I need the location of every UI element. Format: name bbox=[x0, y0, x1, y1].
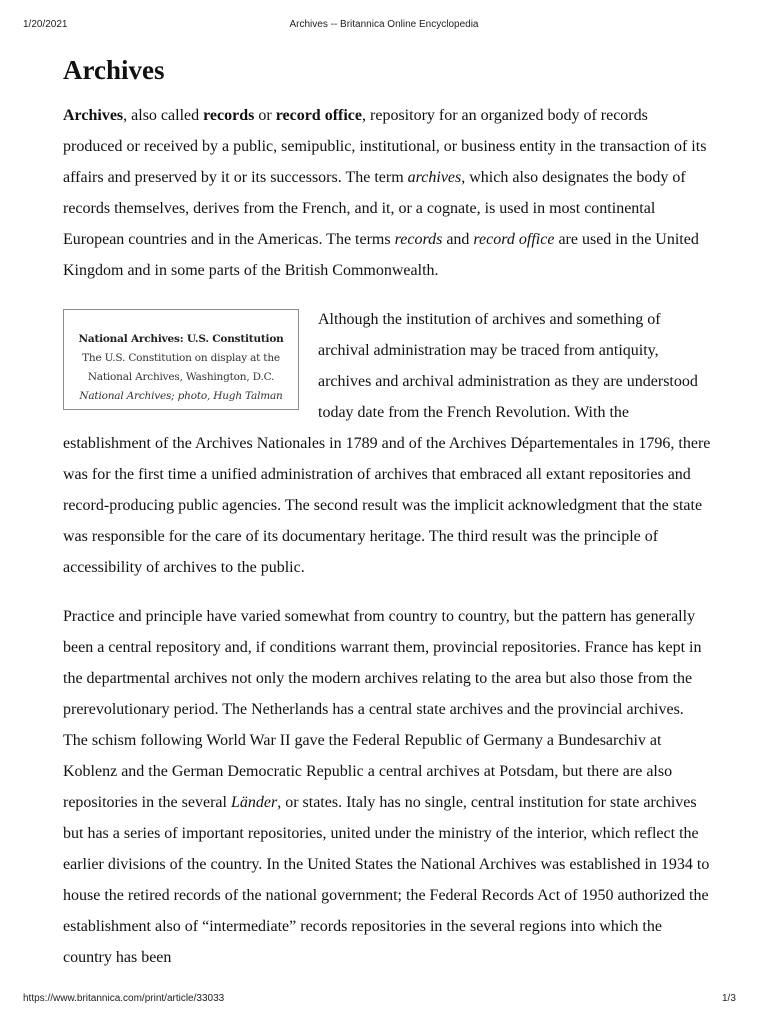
article-title: Archives bbox=[63, 55, 165, 85]
caption-credit: National Archives; photo, Hugh Talman bbox=[79, 390, 283, 402]
text-span: or bbox=[254, 107, 276, 124]
text-span: , repository for an organized body of records produced or received by a public, semipublic, institutional, or business entity in the transaction of its affairs and preserved by it or its successors. The term bbox=[63, 107, 707, 186]
print-date: 1/20/2021 bbox=[23, 19, 68, 30]
term-record-office: record office bbox=[275, 107, 363, 124]
history-paragraph: Although the institution of archives and something of archival administration may be traced from antiquity, archives and archival administration as they are understood today date from the French Revolution. With the establishment of the Archives Nationales in 1789 and of the Archives Départementales in 1796, there was for the first time a unified administration of archives that embraced all extant repositories and record-producing public agencies. The second result was the implicit acknowledgment that the state was responsible for the care of its documentary heritage. The third result was the principle of accessibility of archives to the public. bbox=[63, 311, 711, 576]
italic-archives: archives bbox=[407, 169, 462, 186]
italic-lander: Länder bbox=[230, 794, 278, 811]
caption-title: National Archives: U.S. Constitution bbox=[78, 333, 284, 345]
text-span: , also called bbox=[123, 107, 204, 124]
intro-paragraph bbox=[63, 100, 711, 286]
text-span: Practice and principle have varied somewhat from country to country, but the pattern has generally been a central repository and, if conditions warrant them, provincial repositories. France has kept in the departmental archives not only the modern archives relating to the area but also those from the prerevolutionary period. The Netherlands has a central state archives and the provincial archives. The schism following World War II gave the Federal Republic of Germany a Bundesarchiv at Koblenz and the German Democratic Republic a central archives at Potsdam, but there are also repositories in the several bbox=[63, 608, 702, 811]
print-url: https://www.britannica.com/print/article/33033 bbox=[23, 993, 225, 1004]
italic-record-office: record office bbox=[473, 231, 555, 248]
term-records: records bbox=[203, 107, 255, 124]
text-span: , which also designates the body of records themselves, derives from the French, and it, or a cognate, is used in most continental European countries and in the Americas. The terms bbox=[63, 169, 686, 248]
text-span: and bbox=[442, 231, 474, 248]
text-span: , or states. Italy has no single, central institution for state archives but has a series of important repositories, united under the ministry of the interior, which reflect the earlier divisions of the country. In the United States the National Archives was established in 1934 to house the retired records of the national government; the Federal Records Act of 1950 authorized the establishment also of “intermediate” records repositories in the several regions into which the country has been bbox=[63, 794, 710, 966]
figure-caption[interactable] bbox=[63, 309, 299, 410]
caption-description: The U.S. Constitution on display at the National Archives, Washington, D.C. bbox=[82, 352, 280, 383]
print-header bbox=[0, 19, 768, 33]
practice-paragraph bbox=[63, 601, 711, 973]
term-archives: Archives bbox=[63, 107, 124, 124]
print-footer bbox=[0, 993, 768, 1007]
page-number: 1/3 bbox=[722, 993, 736, 1004]
print-page-title: Archives -- Britannica Online Encyclopedia bbox=[289, 19, 479, 30]
article bbox=[63, 52, 711, 991]
text-span: are used in the United Kingdom and in some parts of the British Commonwealth. bbox=[63, 231, 699, 279]
italic-records: records bbox=[394, 231, 443, 248]
